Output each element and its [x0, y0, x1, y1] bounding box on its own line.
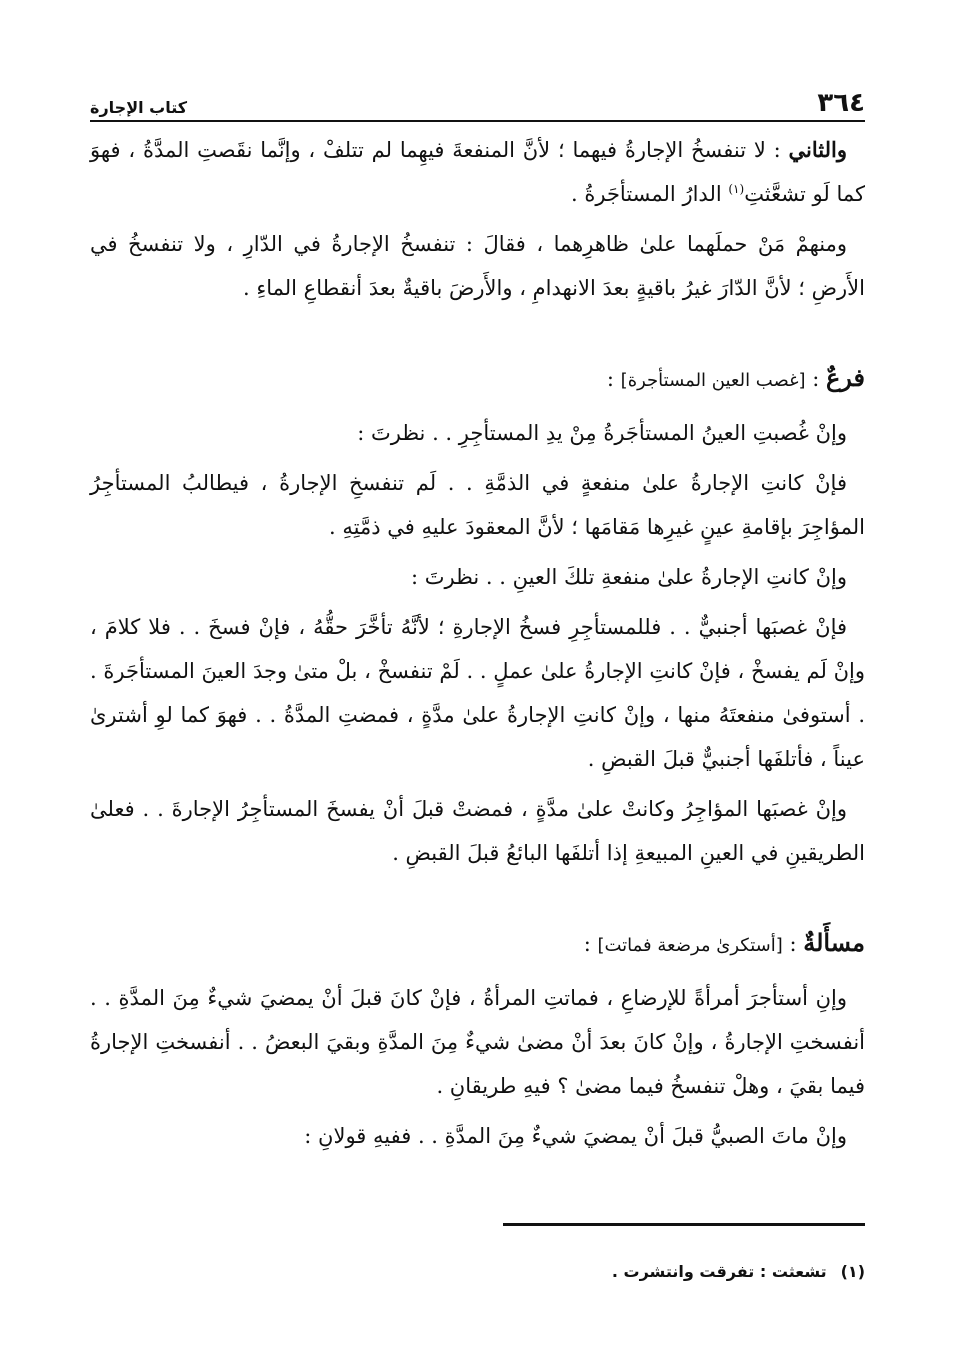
- paragraph: وإنْ غُصبتِ العينُ المستأجَرةُ مِنْ يدِ المستأجِرِ . . نظرتَ :: [357, 421, 847, 445]
- footnote: [90, 1258, 865, 1286]
- paragraph-text-tail: الدارُ المستأجَرةُ .: [571, 182, 729, 206]
- footnote-term: تشعثت: [771, 1262, 827, 1281]
- section-keyword: مسأَلةٌ: [803, 928, 865, 957]
- paragraph: فإنْ غصبَها أجنبيٌّ . . فللمستأجِرِ فسخُ الإجارةِ ؛ لأنَّهُ تأخَّرَ حقُّهُ ، فإنْ فسخَ . . فلا كلامَ ، وإنْ لَم يفسخْ ، فإنْ كانتِ الإجارةُ علىٰ عملٍ . . لَمْ تنفسخْ ، بلْ متىٰ وجدَ العينَ المستأجَرةَ . . أستوفىٰ منفعتَهُ منها ، وإنْ كانتِ الإجارةُ علىٰ مدَّةٍ ، فمضتِ المدَّةُ . . فهوَ كما لوِ أشترىٰ عيناً ، فأتلفَها أجنبيٌّ قبلَ القبضِ .: [90, 615, 865, 771]
- section-end: :: [606, 367, 621, 391]
- paragraph-text: : لا تنفسخُ الإجارةُ فيهما ؛ لأنَّ المنفعةَ فيهِما لم تتلفْ ، وإنَّما نقَصتِ المدَّةُ ، فهوَ كما لَو تشعَّثتِ: [90, 138, 865, 206]
- paragraph: وإنْ كانتِ الإجارةُ علىٰ منفعةِ تلكَ العينِ . . نظرتَ :: [411, 565, 847, 589]
- section-keyword: فرعٌ: [825, 363, 865, 392]
- footnote-number: (١): [840, 1262, 865, 1281]
- page-number: ٣٦٤: [817, 88, 865, 118]
- section-end: :: [583, 932, 598, 956]
- footnote-text: تفرقت وانتشرت .: [611, 1262, 755, 1281]
- footnote-divider: [503, 1223, 865, 1226]
- section-title: [غصب العين المستأجرة]: [620, 370, 806, 391]
- footnote-separator: :: [754, 1262, 772, 1281]
- paragraph: وإنِ أستأجرَ أمرأةً للإرضاعِ ، فماتتِ المرأةُ ، فإنْ كانَ قبلَ أنْ يمضيَ شيءٌ مِنَ المدَّةِ . . أنفسختِ الإجارةُ ، وإنْ كانَ بعدَ أنْ مضىٰ شيءٌ مِنَ المدَّةِ وبقيَ البعضُ . . أنفسختِ الإجارةُ فيما بقيَ ، وهلْ تنفسخُ فيما مضىٰ ؟ فيهِ طريقانِ .: [90, 986, 865, 1098]
- paragraph-other-view: ومنهمْ مَنْ حملَهما علىٰ ظاهرِهما ، فقالَ : تنفسخُ الإجارةُ في الدّارِ ، ولا تنفسخُ في الأَرضِ ؛ لأنَّ الدّارَ غيرُ باقيةٍ بعدَ الانهدامِ ، والأَرضَ باقيةٌ بعدَ أنقطاعِ الماءِ .: [90, 232, 865, 300]
- footnote-reference[interactable]: (١): [728, 182, 745, 196]
- running-title: كتاب الإجارة: [90, 98, 188, 117]
- paragraph: وإنْ ماتَ الصبيُّ قبلَ أنْ يمضيَ شيءٌ مِنَ المدَّةِ . . ففيهِ قولانِ :: [304, 1124, 847, 1148]
- section-separator: :: [782, 932, 804, 956]
- page-header: [90, 80, 865, 122]
- book-page: [90, 80, 865, 1320]
- paragraph: فإنْ كانتِ الإجارةُ علىٰ منفعةٍ في الذمَّةِ . . لَم تنفسخِ الإجارةُ ، فيطالبُ المستأجِرُ المؤاجِرَ بإقامةِ عينٍ غيرِها مَقامَها ؛ لأنَّ المعقودَ عليهِ في ذمَّتِهِ .: [90, 471, 865, 539]
- section-heading-issue: [90, 921, 865, 968]
- paragraph-lead-word: والثاني: [788, 137, 847, 162]
- section-separator: :: [805, 367, 826, 391]
- section-title: [أستكرىٰ مرضعة فماتت]: [597, 935, 783, 956]
- section-heading-branch: [90, 356, 865, 403]
- paragraph: وإنْ غصبَها المؤاجِرُ وكانتْ علىٰ مدَّةٍ ، فمضتْ قبلَ أنْ يفسخَ المستأجِرُ الإجارةَ . . فعلىٰ الطريقينِ في العينِ المبيعةِ إذا أتلفَها البائعُ قبلَ القبضِ .: [90, 797, 865, 865]
- page-body: [90, 128, 865, 1158]
- paragraph-second-view: [90, 128, 865, 216]
